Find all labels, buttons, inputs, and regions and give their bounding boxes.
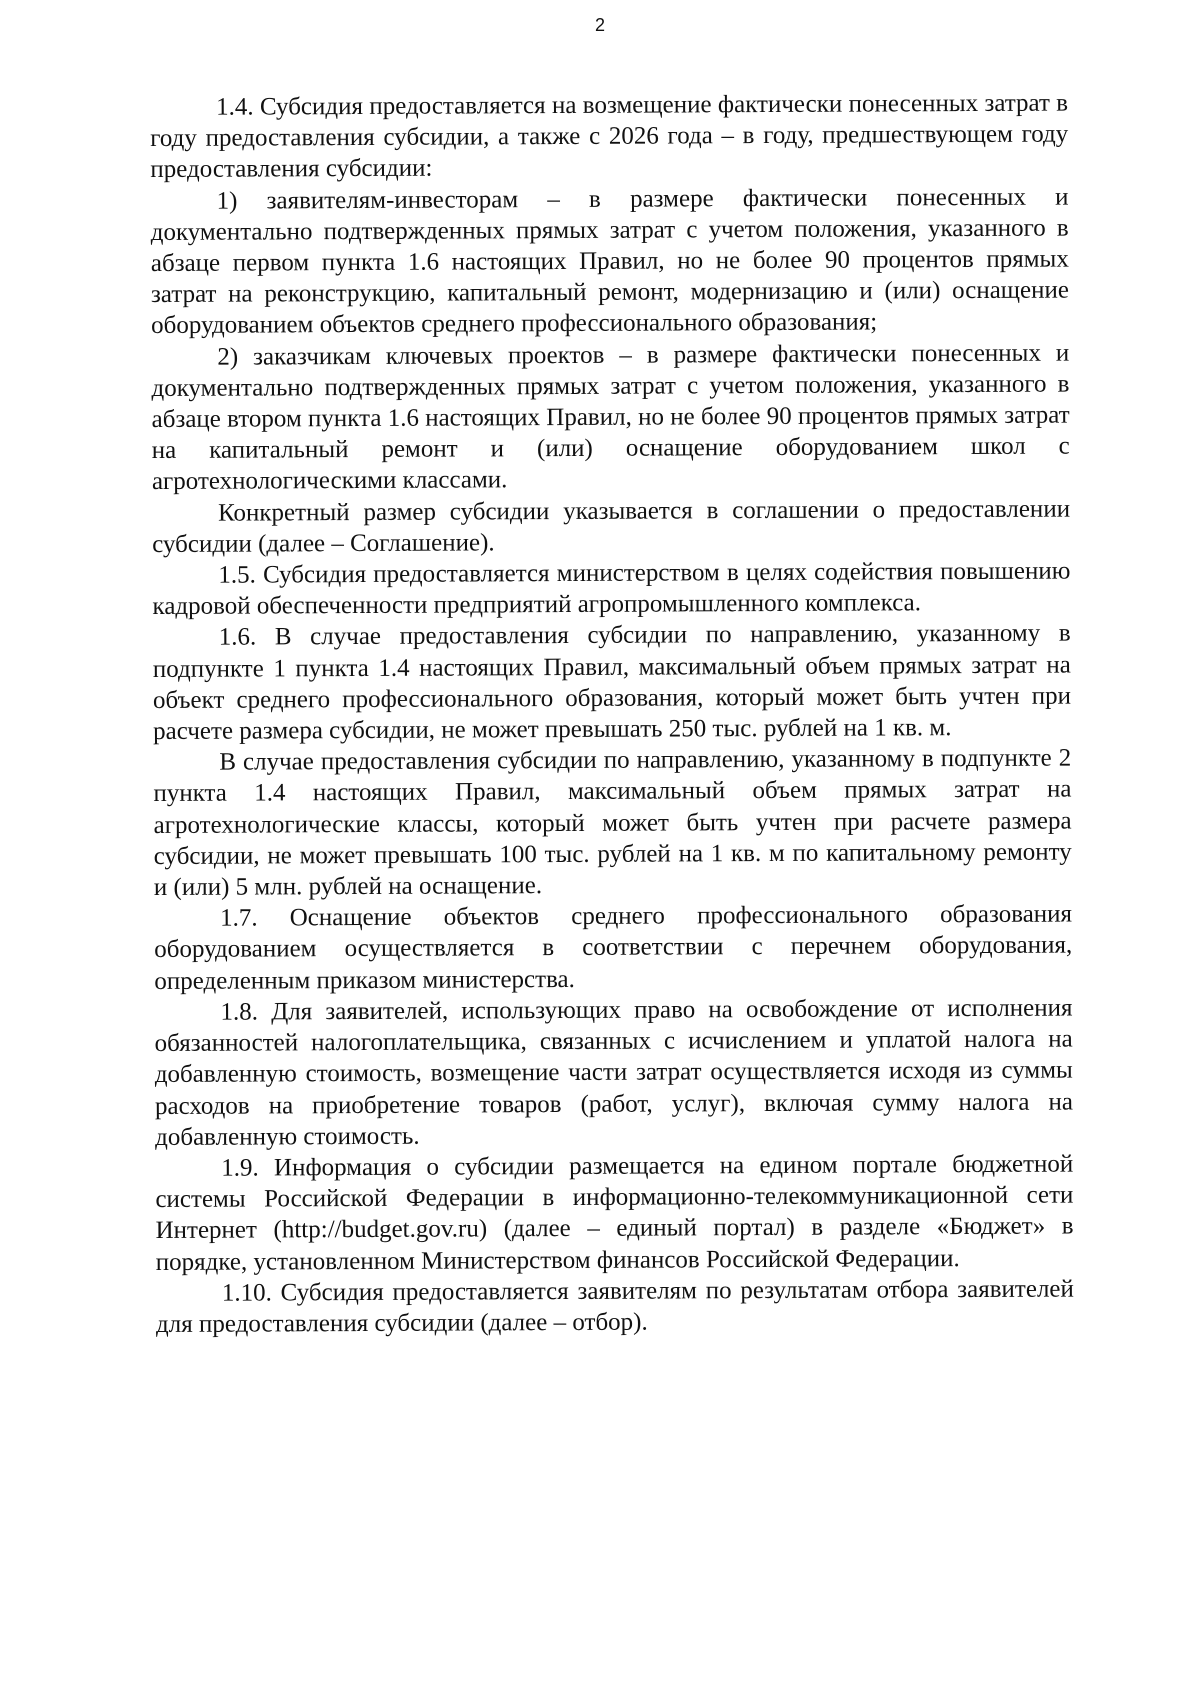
- paragraph-1-6-second: В случае предоставления субсидии по направлению, указанному в подпункте 2 пункта 1.4 настоящих Правил, максимальный объем прямых затрат на агротехнологические классы, который может быть учтен при расчете размера субсидии, не может превышать 100 тыс. рублей на 1 кв. м по капитальному ремонту и (или) 5 млн. рублей на оснащение.: [153, 744, 1072, 902]
- page-number: 2: [594, 15, 605, 35]
- paragraph-1-8: 1.8. Для заявителей, использующих право на освобождение от исполнения обязанностей налогоплательщика, связанных с исчислением и уплатой налога на добавленную стоимость, возмещение части затрат осуществляется исходя из суммы расходов на приобретение товаров (работ, услуг), включая сумму налога на добавленную стоимость.: [154, 994, 1074, 1151]
- paragraph-1-7: 1.7. Оснащение объектов среднего профессионального образования оборудованием осуществляется в соответствии с перечнем оборудования, определенным приказом министерства.: [154, 900, 1073, 995]
- paragraph-1-4-item-1: 1) заявителям-инвесторам – в размере фактически понесенных и документально подтвержденных прямых затрат с учетом положения, указанного в абзаце первом пункта 1.6 настоящих Правил, но не более 90 процентов прямых затрат на реконструкцию, капитальный ремонт, модернизацию и (или) оснащение оборудованием объектов среднего профессионального образования;: [150, 183, 1070, 340]
- paragraph-1-6: 1.6. В случае предоставления субсидии по направлению, указанному в подпункте 1 пункта 1.4 настоящих Правил, максимальный объем прямых затрат на объект среднего профессионального образования, который может быть учтен при расчете размера субсидии, не может превышать 250 тыс. рублей на 1 кв. м.: [152, 619, 1072, 746]
- paragraph-1-10: 1.10. Субсидия предоставляется заявителям по результатам отбора заявителей для предоставления субсидии (далее – отбор).: [155, 1275, 1074, 1338]
- paragraph-1-5: 1.5. Субсидия предоставляется министерством в целях содействия повышению кадровой обеспеченности предприятий агропромышленного комплекса.: [152, 557, 1071, 621]
- document-body: [150, 88, 1074, 1341]
- paragraph-subsidy-amount: Конкретный размер субсидии указывается в соглашении о предоставлении субсидии (далее – Соглашение).: [152, 495, 1071, 558]
- paragraph-1-4-item-2: 2) заказчикам ключевых проектов – в размере фактически понесенных и документально подтвержденных прямых затрат с учетом положения, указанного в абзаце втором пункта 1.6 настоящих Правил, но не более 90 процентов прямых затрат на капитальный ремонт и (или) оснащение оборудованием школ с агротехнологическими классами.: [151, 339, 1070, 496]
- paragraph-1-9: 1.9. Информация о субсидии размещается на едином портале бюджетной системы Российской Федерации в информационно-телекоммуникационной сети Интернет (http://budget.gov.ru) (далее – единый портал) в разделе «Бюджет» в порядке, установленном Министерством финансов Российской Федерации.: [155, 1150, 1074, 1276]
- paragraph-1-4: 1.4. Субсидия предоставляется на возмещение фактически понесенных затрат в году предоставления субсидии, а также с 2026 года – в году, предшествующем году предоставления субсидии:: [150, 89, 1069, 184]
